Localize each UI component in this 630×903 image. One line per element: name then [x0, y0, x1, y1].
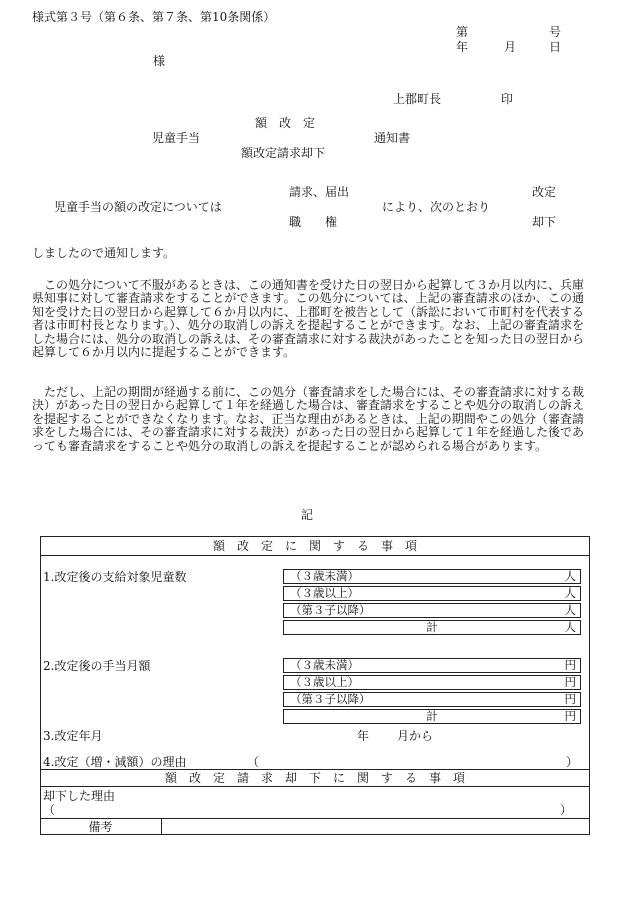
title-prefix: 児童手当: [152, 131, 201, 145]
intro-closing: しましたので通知します。: [32, 246, 176, 260]
monthly-amount-row-total: [283, 709, 581, 724]
remarks-label: 備考: [88, 820, 113, 834]
number-label-dai: 第: [456, 25, 469, 39]
title-suffix: 通知書: [374, 131, 411, 145]
row-label: （３歳以上）: [290, 586, 359, 600]
row-label: 計: [426, 620, 438, 634]
ki-heading: 記: [301, 508, 314, 522]
section-2-top-divider: [40, 769, 590, 770]
issuer-name: 上郡町長: [393, 92, 442, 106]
monthly-amount-row-under3: [283, 658, 581, 673]
row-label: （第３子以降）: [290, 603, 371, 617]
section-2-bottom-divider: [40, 786, 590, 787]
monthly-amount-row-third-child: [283, 692, 581, 707]
row-label: （３歳以上）: [290, 675, 359, 689]
item-4-label: 4.改定（増・減額）の理由: [43, 755, 187, 769]
date-year-label: 年: [456, 40, 469, 54]
item-4-close-paren: ）: [566, 755, 579, 769]
row-label: （３歳未満）: [290, 658, 359, 672]
intro-lead: 児童手当の額の改定については: [54, 200, 222, 214]
section-1-divider: [40, 555, 590, 556]
title-option-rejection: 額改定請求却下: [241, 146, 326, 160]
section-1-title: 額 改 定 に 関 す る 事 項: [212, 539, 417, 553]
row-unit: 円: [564, 658, 576, 672]
item-3-year: 年: [357, 729, 370, 743]
monthly-amount-row-over3: [283, 675, 581, 690]
item-2-label: 2.改定後の手当月額: [43, 659, 151, 673]
row-label: （第３子以降）: [290, 692, 371, 706]
child-count-row-total: [283, 620, 581, 635]
appeal-notice-paragraph-1: この処分について不服があるときは、この通知書を受けた日の翌日から起算して３か月以内に、兵庫県知事に対して審査請求をすることができます。この処分については、上記の審査請求のほか、この通知を受けた日の翌日から起算して６か月以内に、上郡町を被告として（訴訟において市町村を代表する者は市町村長となります。）、処分の取消しの訴えを提起することができます。なお、上記の審査請求をした場合には、処分の取消しの訴えは、その審査請求に対する裁決があったことを知った日の翌日から起算して６か月以内に提起することができます。: [32, 278, 585, 360]
form-number-label: 様式第３号（第６条、第７条、第10条関係）: [32, 10, 276, 24]
child-count-row-over3: [283, 586, 581, 601]
intro-option-reject: 却下: [532, 215, 557, 229]
row-unit: 人: [564, 569, 576, 583]
rejection-open-paren: （: [43, 803, 56, 817]
seal-mark: 印: [501, 92, 514, 106]
section-2-title: 額 改 定 請 求 却 下 に 関 す る 事 項: [164, 771, 465, 785]
remarks-column-divider: [161, 818, 162, 835]
row-unit: 円: [564, 692, 576, 706]
row-unit: 人: [564, 620, 576, 634]
intro-option-authority: 職 権: [289, 215, 338, 229]
item-4-open-paren: （: [247, 755, 260, 769]
intro-mid-text: により、次のとおり: [382, 200, 491, 214]
addressee-suffix: 様: [153, 54, 166, 68]
item-3-label: 3.改定年月: [43, 729, 103, 743]
title-option-amount-revision: 額 改 定: [255, 116, 316, 130]
date-day-label: 日: [549, 40, 562, 54]
row-unit: 人: [564, 603, 576, 617]
row-unit: 人: [564, 586, 576, 600]
row-label: （３歳未満）: [290, 569, 359, 583]
appeal-notice-paragraph-2: ただし、上記の期間が経過する前に、この処分（審査請求をした場合には、その審査請求に対する裁決）があった日の翌日から起算して１年を経過した場合は、審査請求をすることや処分の取消しの訴えを提起することができなくなります。なお、正当な理由があるときは、上記の期間やこの処分（審査請求をした場合には、その審査請求に対する裁決）があった日の翌日から起算して１年を経過した後であっても審査請求をすることや処分の取消しの訴えを提起することが認められる場合があります。: [32, 385, 585, 453]
remarks-divider: [40, 818, 590, 819]
rejection-reason-label: 却下した理由: [43, 789, 116, 803]
intro-option-revise: 改定: [532, 185, 557, 199]
row-label: 計: [426, 709, 438, 723]
item-1-label: 1.改定後の支給対象児童数: [43, 570, 187, 584]
rejection-close-paren: ）: [560, 803, 573, 817]
row-unit: 円: [564, 709, 576, 723]
date-month-label: 月: [504, 40, 517, 54]
child-count-row-under3: [283, 569, 581, 584]
number-label-go: 号: [549, 25, 562, 39]
child-count-row-third-child: [283, 603, 581, 618]
row-unit: 円: [564, 675, 576, 689]
item-3-month-from: 月から: [397, 729, 434, 743]
intro-option-request: 請求、届出: [289, 185, 350, 199]
